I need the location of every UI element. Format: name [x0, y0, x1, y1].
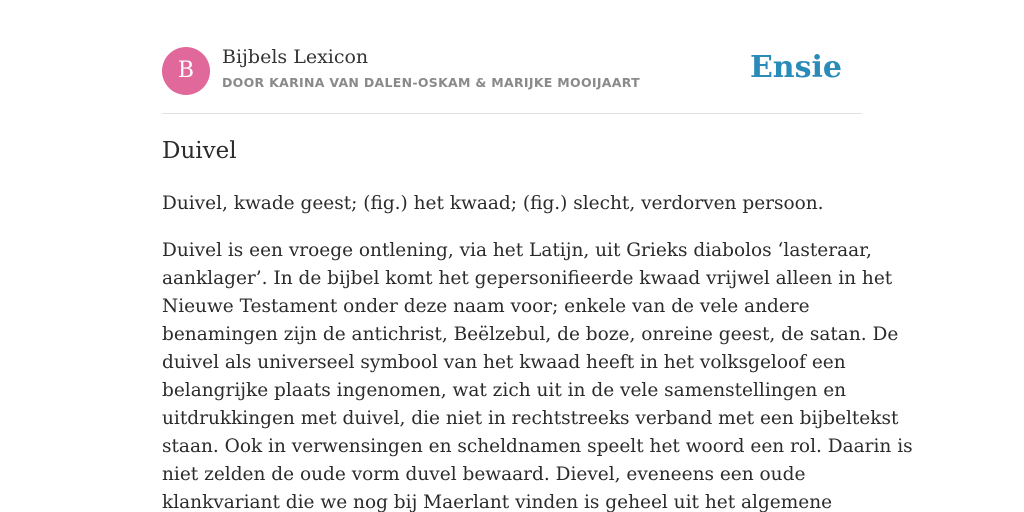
body-line: benamingen zijn de antichrist, Beëlzebul, de boze, onreine geest, de satan. De — [162, 324, 899, 345]
body-line: belangrijke plaats ingenomen, wat zich uit in de vele samenstellingen en — [162, 380, 847, 401]
entry-title: Duivel — [162, 138, 237, 164]
book-title-link[interactable]: Bijbels Lexicon — [222, 46, 369, 68]
header — [162, 0, 862, 114]
body-line: klankvariant die we nog bij Maerlant vinden is geheel uit het algemene — [162, 492, 833, 512]
entry-body — [162, 237, 913, 512]
entry-definition: Duivel, kwade geest; (fig.) het kwaad; (fig.) slecht, verdorven persoon. — [162, 193, 824, 214]
body-line: aanklager’. In de bijbel komt het gepersonifieerde kwaad vrijwel alleen in het — [162, 268, 893, 289]
book-avatar[interactable]: B — [162, 47, 210, 95]
body-line: niet zelden de oude vorm duvel bewaard. Dievel, eveneens een oude — [162, 464, 806, 485]
ensie-logo-link[interactable]: Ensie — [749, 50, 842, 85]
body-line: duivel als universeel symbool van het kwaad heeft in het volksgeloof een — [162, 352, 846, 373]
body-line: Duivel is een vroege ontlening, via het Latijn, uit Grieks diabolos ‘lasteraar, — [162, 240, 872, 261]
body-line: staan. Ook in verwensingen en scheldnamen speelt het woord een rol. Daarin is — [162, 436, 913, 457]
page — [162, 0, 913, 512]
body-line: uitdrukkingen met duivel, die niet in rechtstreeks verband met een bijbeltekst — [162, 408, 899, 429]
body-line: Nieuwe Testament onder deze naam voor; enkele van de vele andere — [162, 296, 810, 317]
book-authors: DOOR KARINA VAN DALEN-OSKAM & MARIJKE MOOIJAART — [222, 75, 640, 90]
